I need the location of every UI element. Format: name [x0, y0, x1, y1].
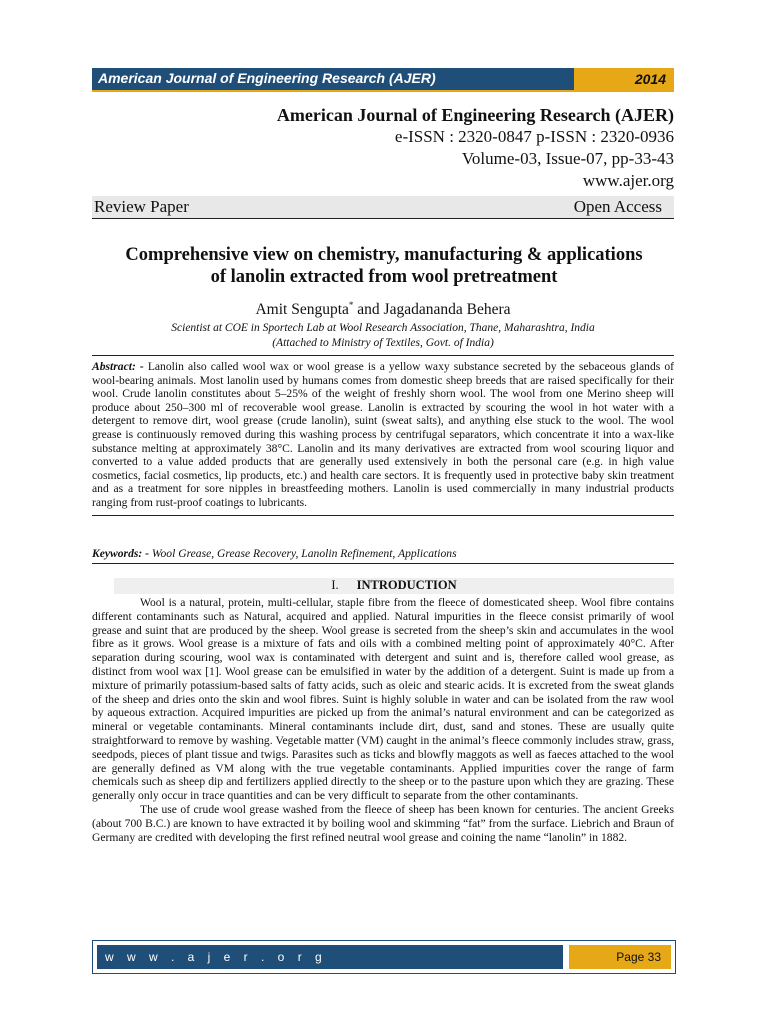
paper-type-bar [92, 196, 674, 219]
paper-title [82, 244, 686, 288]
footer [92, 940, 676, 974]
title-line: Comprehensive view on chemistry, manufacturing & applications [125, 245, 643, 265]
running-header [92, 68, 674, 92]
paper-type: Review Paper [94, 197, 189, 216]
running-header-journal: American Journal of Engineering Research (AJER) [98, 70, 436, 86]
access-type: Open Access [573, 197, 662, 216]
affiliation [92, 321, 674, 351]
keywords-text: Wool Grease, Grease Recovery, Lanolin Refinement, Applications [149, 547, 457, 560]
masthead-website[interactable]: www.ajer.org [582, 171, 674, 190]
author-first: Amit Sengupta [255, 301, 349, 319]
body-text [92, 596, 674, 844]
abstract [92, 355, 674, 516]
keywords-label: Keywords: - [92, 547, 149, 560]
section-heading [114, 578, 674, 594]
paragraph: Wool is a natural, protein, multi-cellular, staple fibre from the fleece of domesticated sheep. Wool fibre contains different contaminants such as Natural, acquired and applied. Natural impurities in the fleece consist primarily of wool grease and suint that are produced by the sheep. Wool grease is secreted from the sheep’s skin and accumulates in the wool fibre as it grows. Wool grease is a mixture of fats and oils with a combined melting point of approximately 40°C. After separation during scouring, wool wax is contaminated with detergent and suint and is, therefore called wool grease, as distinct from wool wax [1]. Wool grease can be emulsified in water by the addition of a detergent. Suint is made up from a mixture of primarily potassium-based salts of fatty acids, such as oleic and stearic acids. It is excreted from the sweat glands of the sheep and dries onto the skin and wool fibres. Suint is highly soluble in water and can be isolated from the raw wool by aqueous extraction. Acquired impurities are picked up from the animal’s natural environment and can be categorized as mineral or vegetable contaminants. Mineral contaminants include dirt, dust, sand and stones. These are usually quite straightforward to remove by washing. Vegetable matter (VM) caught in the animal’s fleece commonly includes straw, grass, seedpods, pieces of plant tissue and twigs. Parasites such as ticks and blowfly maggots as well as faeces attached to the wool are generally defined as VM along with the true vegetable contaminants. Applied impurities cover the range of farm chemicals such as sheep dip and fertilizers applied directly to the sheep or to the pasture upon which they are grazing. These generally only occur in trace quantities and can be very difficult to separate from the other contaminants. [92, 596, 674, 803]
keywords [92, 547, 674, 564]
affiliation-line: (Attached to Ministry of Textiles, Govt. of India) [272, 337, 494, 349]
title-line: of lanolin extracted from wool pretreatment [210, 267, 558, 287]
author-mark: * [348, 300, 354, 310]
authors [92, 300, 674, 319]
section-name: INTRODUCTION [356, 578, 457, 592]
affiliation-line: Scientist at COE in Sportech Lab at Wool Research Association, Thane, Maharashtra, India [171, 322, 595, 334]
masthead-journal: American Journal of Engineering Research (AJER) [276, 105, 674, 125]
author-rest: and Jagadananda Behera [353, 301, 511, 319]
abstract-text: Lanolin also called wool wax or wool grease is a yellow waxy substance secreted by the sebaceous glands of wool-bearing animals. Most lanolin used by humans comes from domestic sheep breeds that are raised specifically for their wool. Crude lanolin constitutes about 5–25% of the weight of freshly shorn wool. The wool from one Merino sheep will produce about 250–300 ml of recoverable wool grease. Lanolin is extracted by scouring the wool in hot water with a detergent to remove dirt, wool grease (crude lanolin), suint (sweat salts), and anything else stuck to the wool. The wool grease is continuously removed during this washing process by centrifugal separators, which concentrate it into a wax-like substance melting at approximately 38°C. Lanolin and its many derivatives are extracted from wool scouring liquor and converted to a value added products that are generally used extensively in both the personal care (e.g. in high value cosmetics, facial cosmetics, lip products, etc.) and health care sectors. It is frequently used in protective baby skin treatment and as a treatment for sore nipples in breastfeeding mothers. Lanolin is used commercially in many industrial products ranging from rust-proof coatings to lubricants. [92, 360, 674, 509]
masthead-volume: Volume-03, Issue-07, pp-33-43 [461, 149, 674, 168]
masthead [277, 104, 674, 192]
page-number: Page 33 [569, 945, 671, 969]
masthead-issn: e-ISSN : 2320-0847 p-ISSN : 2320-0936 [394, 127, 674, 146]
section-number: I. [331, 578, 339, 592]
footer-website[interactable]: w w w . a j e r . o r g [97, 945, 563, 969]
paragraph: The use of crude wool grease washed from the fleece of sheep has been known for centuries. The ancient Greeks (about 700 B.C.) are known to have extracted it by boiling wool and skimming “fat” from the surface. Liebrich and Braun of Germany are credited with developing the first refined neutral wool grease and coining the name “lanolin” in 1882. [92, 802, 674, 844]
running-header-year: 2014 [574, 68, 674, 90]
abstract-label: Abstract: - [92, 360, 144, 373]
